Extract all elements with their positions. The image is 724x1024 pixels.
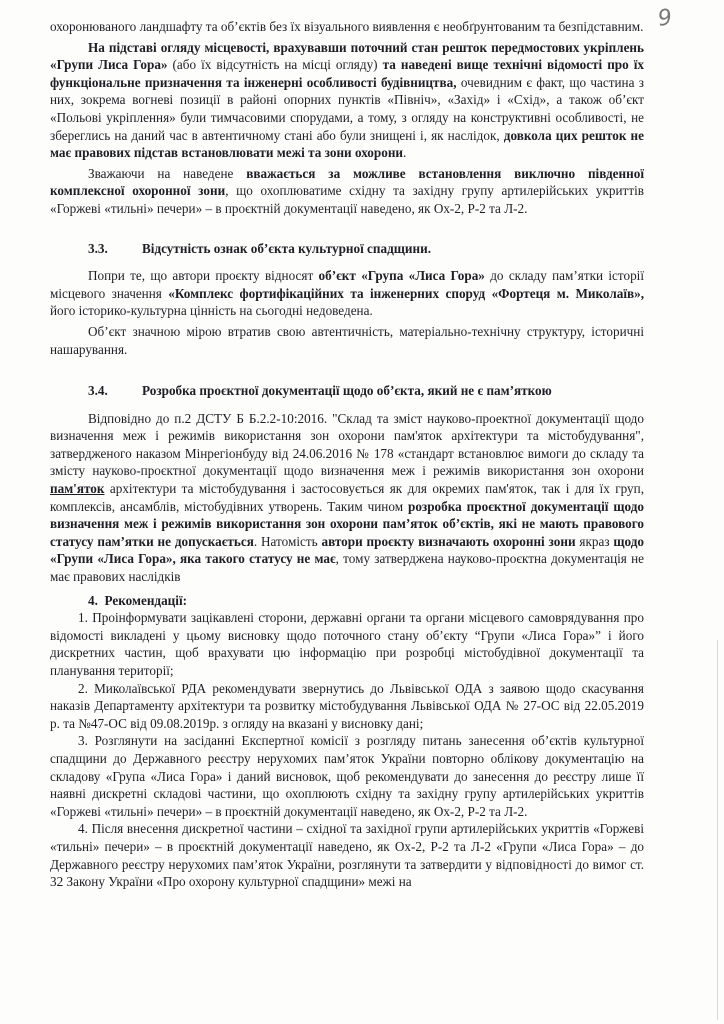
text: (або їх відсутність на місці огляду) xyxy=(167,57,383,73)
bold-text: щодо «Групи «Лиса Гора», яка такого статусу не має xyxy=(50,533,645,567)
text: . Натомість xyxy=(253,533,322,549)
text: Зважаючи на наведене xyxy=(88,165,247,181)
bold-text: розробка проєктної документації щодо визначення меж і режимів використання зон охорони пам’яток об’єктів, які не мають правового статусу пам’ятки не допускається xyxy=(50,498,644,549)
recommendation-1: 1. Проінформувати зацікавлені сторони, державні органи та органи місцевого самоврядування про відомості викладені у цьому висновку щодо поточного стану об’єкту “Групи «Лиса Гора»” і його дискретних частин, щоб врахувати цю інформацію при розробці містобудівної документації та планування території; xyxy=(50,610,644,678)
paragraph-inspection xyxy=(50,39,644,162)
text: очевидним є факт, що частина з них, зокрема вогневі позиції в районі опорних пунктів «Північ», «Захід» і «Схід», а також об’єкт «Польові укріплення» були тимчасовими спорудами, а тому, з огляду на конструктивні особливості, не збереглись на даний час в автентичному стані або були знищені і, як наслідок, xyxy=(50,74,644,143)
bold-text: На підставі огляду місцевості, врахувавши поточний стан решток передмостових укріплень «Групи Лиса Гора» xyxy=(50,39,644,73)
paragraph-dstu xyxy=(50,410,644,586)
bold-text: автори проєкту визначають охоронні зони xyxy=(321,533,576,549)
document-body xyxy=(50,18,644,891)
page-number: 9 xyxy=(656,5,674,32)
bold-text: та наведені вище технічні відомості про їх функціональне призначення та інженерні особливості будівництва, xyxy=(50,57,645,90)
bold-text: вважається за можливе встановлення виключно південної комплексної охоронної зони xyxy=(50,165,644,199)
section-title: Розробка проєктної документації щодо об’єкта, який не є пам’яткою xyxy=(142,383,552,399)
section-heading-3-4 xyxy=(50,382,644,400)
bold-text: «Комплекс фортифікаційних та інженерних споруд «Фортеця м. Миколаїв», xyxy=(168,285,644,301)
text: його історико-культурна цінність на сьогодні недоведена. xyxy=(50,303,373,319)
text: до складу пам’ятки історії місцевого значення xyxy=(50,268,644,301)
section-heading-3-3 xyxy=(50,240,644,258)
underlined-text: пам'яток xyxy=(50,481,105,497)
recommendation-2: 2. Миколаївської РДА рекомендувати звернутись до Львівської ОДА з заявою щодо скасування наказів Департаменту архітектури та розвитку містобудування Львівської ОДА № 27-ОС від 22.05.2019 р. та №47-ОС від 09.08.2019р. з огляду на вказані у висновку дані; xyxy=(50,680,644,731)
recommendation-3: 3. Розглянути на засіданні Експертної комісії з розгляду питань занесення об’єктів культурної спадщини до Державного реєстру нерухомих пам’яток України повторно облікову документацію на складову «Група «Лиса Гора» і даний висновок, щоб рекомендувати до занесення до реєстру лише її наявні дискретні складові частини, що охоплюють східну та західну групу артилерійських укриттів «Горжеві «тильні» печери» – в проєктній документації наведено, як Ох-2, Р-2 та Л-2. xyxy=(50,733,644,819)
paragraph-intro: охоронюваного ландшафту та об’єктів без їх візуального виявлення є необґрунтованим та безпідставним. xyxy=(50,19,644,34)
text: Попри те, що автори проєкту відносят xyxy=(88,268,319,284)
paragraph-conclusion xyxy=(50,165,644,218)
text: архітектури та містобудування і застосовується як для окремих пам'яток, так і для їх груп, комплексів, ансамблів, містобудівних утворень. Таким чином xyxy=(50,481,644,514)
paragraph-heritage xyxy=(50,267,644,320)
section-number: 3.3. xyxy=(88,240,108,256)
text: , тому затверджена науково-проєктна документація не має правових наслідків xyxy=(50,551,644,585)
section-number: 3.4. xyxy=(88,383,108,399)
section-title: Відсутність ознак об’єкта культурної спадщини. xyxy=(142,240,432,256)
section-heading-4 xyxy=(50,592,644,610)
bold-text: об’єкт «Група «Лиса Гора» xyxy=(318,268,485,284)
text: , що охоплюватиме східну та західну групу артилерійських укриттів «Горжеві «тильні» печери» – в проєктній документації наведено, як Ох-2, Р-2 та Л-2. xyxy=(50,183,644,216)
recommendation-4: 4. Після внесення дискретної частини – східної та західної групи артилерійських укриттів «Горжеві «тильні» печери» – в проєктній документації наведено, як Ох-2, Р-2 та Л-2 «Групи «Лиса Гора» – до Державного реєстру нерухомих пам’яток України, розглянути та затвердити у відповідності до вимог ст. 32 Закону України «Про охорону культурної спадщини» межі на xyxy=(50,821,644,890)
scan-edge xyxy=(717,640,718,1020)
section-number: 4. xyxy=(88,592,98,608)
paragraph-authenticity: Об’єкт значною мірою втратив свою автентичність, матеріально-технічну структуру, історичні нашарування. xyxy=(50,323,644,357)
section-title: Рекомендації: xyxy=(104,592,188,608)
text: Відповідно до п.2 ДСТУ Б Б.2.2-10:2016. "Склад та зміст науково-проектної документації щодо визначення меж і режимів використання зон охорони пам'яток архітектури та містобудування", затвердженого наказом Мінрегіонбуду від 24.06.2016 № 178 «стандарт встановлює вимоги до складу та змісту науково-проєктної документації щодо визначення меж і режимів використання зон охорони xyxy=(50,410,644,479)
text: . xyxy=(403,145,407,161)
bold-text: довкола цих решток не має правових підстав встановлювати межі та зони охорони xyxy=(50,127,645,161)
text: якраз xyxy=(575,533,614,549)
